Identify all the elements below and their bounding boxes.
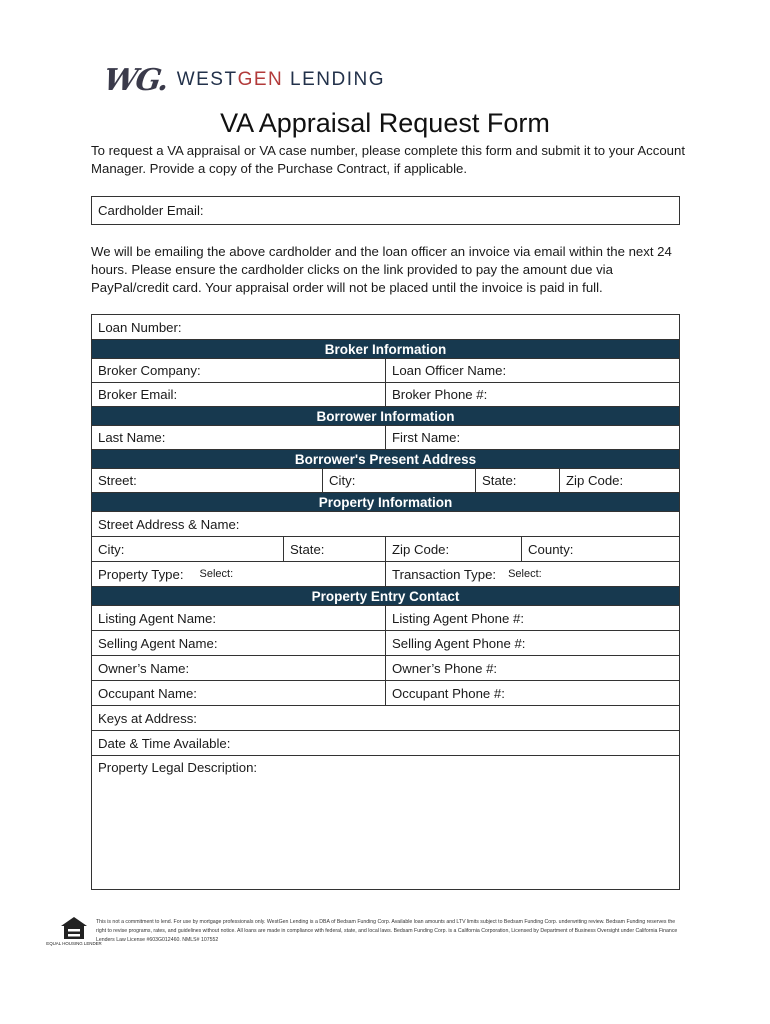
listing-agent-name-label: Listing Agent Name: [98,610,217,626]
property-zip-field[interactable] [386,537,522,561]
broker-company-field[interactable] [92,359,386,382]
company-logo [101,60,386,100]
listing-agent-phone-field[interactable] [386,606,679,630]
legal-description-field[interactable] [92,756,679,889]
loan-number-label: Loan Number: [98,319,182,335]
county-label: County: [528,541,574,557]
state-field[interactable] [476,469,560,492]
logo-word-3: LENDING [283,69,386,90]
broker-phone-field[interactable] [386,383,679,406]
selling-agent-phone-label: Selling Agent Phone #: [392,635,526,651]
logo-word-2: GEN [237,69,284,90]
payment-notice: We will be emailing the above cardholder and the loan officer an invoice via email within the next 24 hours. Please ensure the cardholder clicks on the link provided to pay the amount due via PayPal/credit card. Your appraisal order will not be placed until the invoice is paid in full. [91,244,672,295]
intro-text: To request a VA appraisal or VA case number, please complete this form and submit it to your Account Manager. Provide a copy of the Purchase Contract, if applicable. [91,143,685,176]
property-type-field [92,562,386,586]
broker-phone-label: Broker Phone #: [392,387,488,402]
property-city-field[interactable] [92,537,284,561]
keys-at-address-field[interactable] [92,706,679,730]
selling-agent-phone-field[interactable] [386,631,679,655]
listing-agent-phone-label: Listing Agent Phone #: [392,610,524,626]
occupant-name-label: Occupant Name: [98,685,197,701]
logo-word-1: WEST [176,69,238,90]
last-name-field[interactable] [92,426,386,449]
keys-at-address-label: Keys at Address: [98,710,197,726]
occupant-name-field[interactable] [92,681,386,705]
zip-code-field[interactable] [560,469,679,492]
state-label: State: [482,473,517,488]
street-address-field[interactable] [92,512,679,536]
street-field[interactable] [92,469,323,492]
logo-mark: WG. [101,62,170,98]
county-field[interactable] [522,537,679,561]
property-type-label: Property Type: [98,566,184,582]
cardholder-email-label: Cardholder Email: [98,203,204,218]
owner-phone-field[interactable] [386,656,679,680]
city-label: City: [329,473,356,488]
equal-housing-lender-icon [46,916,102,950]
borrower-section-header: Borrower Information [92,407,679,426]
property-type-select[interactable]: Select: [199,568,234,580]
property-city-label: City: [98,541,125,557]
broker-email-field[interactable] [92,383,386,406]
owner-phone-label: Owner’s Phone #: [392,660,498,676]
cardholder-email-field[interactable] [91,196,680,225]
broker-section-header: Broker Information [92,340,679,359]
loan-officer-name-field[interactable] [386,359,679,382]
present-address-section-header: Borrower's Present Address [92,450,679,469]
page-title: VA Appraisal Request Form [220,108,550,138]
first-name-label: First Name: [392,430,461,445]
zip-code-label: Zip Code: [566,473,624,488]
selling-agent-name-label: Selling Agent Name: [98,635,218,651]
broker-company-label: Broker Company: [98,363,201,378]
owner-name-field[interactable] [92,656,386,680]
occupant-phone-field[interactable] [386,681,679,705]
property-state-field[interactable] [284,537,386,561]
legal-disclaimer: This is not a commitment to lend. For use by mortgage professionals only. WestGen Lending is a DBA of Bedsam Funding Corp. Available loan amounts and LTV limits subject to Bedsam Funding Corp. underwriting review. Bedsam Funding reserves the right to revise programs, rates, and guidelines without notice. All loans are made in compliance with federal, state, and local laws. Bedsam Funding Corp. is a California Corporation, Licensed by Department of Business Oversight under California Finance Lenders Law License #603G012460. NMLS# 107552 [96,919,678,943]
eho-label-line: EQUAL HOUSING LENDER [46,941,102,946]
loan-number-field[interactable] [92,315,679,339]
broker-email-label: Broker Email: [98,387,178,402]
street-address-label: Street Address & Name: [98,516,240,532]
appraisal-form [91,314,680,890]
logo-wordmark [177,69,385,91]
property-zip-label: Zip Code: [392,541,450,557]
transaction-type-select[interactable]: Select: [508,568,542,580]
date-time-label: Date & Time Available: [98,735,231,751]
last-name-label: Last Name: [98,430,166,445]
owner-name-label: Owner’s Name: [98,660,190,676]
listing-agent-name-field[interactable] [92,606,386,630]
legal-description-label: Property Legal Description: [98,760,258,775]
loan-officer-name-label: Loan Officer Name: [392,363,507,378]
street-label: Street: [98,473,137,488]
transaction-type-label: Transaction Type: [392,566,497,582]
selling-agent-name-field[interactable] [92,631,386,655]
date-time-field[interactable] [92,731,679,755]
transaction-type-field [386,562,679,586]
occupant-phone-label: Occupant Phone #: [392,685,505,701]
property-section-header: Property Information [92,493,679,512]
city-field[interactable] [323,469,476,492]
entry-contact-section-header: Property Entry Contact [92,587,679,606]
first-name-field[interactable] [386,426,679,449]
property-state-label: State: [290,541,325,557]
